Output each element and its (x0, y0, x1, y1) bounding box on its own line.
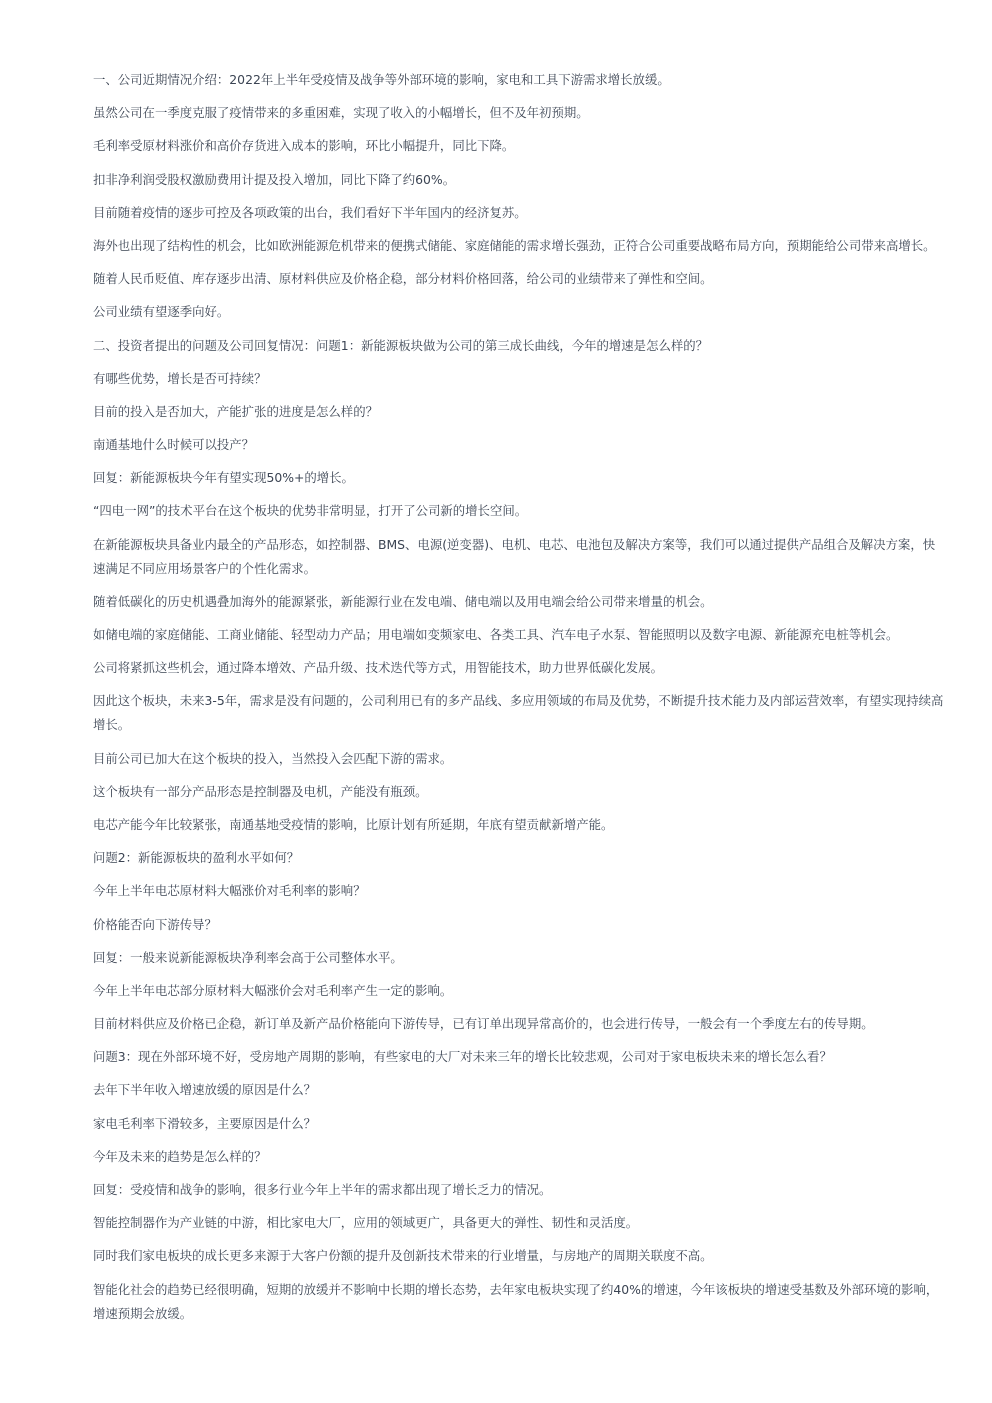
paragraph: 目前材料供应及价格已企稳，新订单及新产品价格能向下游传导，已有订单出现异常高价的，也会进行传导，一般会有一个季度左右的传导期。 (93, 1016, 874, 1032)
paragraph: 电芯产能今年比较紧张，南通基地受疫情的影响，比原计划有所延期，年底有望贡献新增产能。 (93, 816, 614, 832)
paragraph: 有哪些优势，增长是否可持续？ (93, 370, 267, 386)
paragraph: 扣非净利润受股权激励费用计提及投入增加，同比下降了约60%。 (93, 171, 456, 187)
paragraph-question: 问题2：新能源板块的盈利水平如何？ (93, 850, 300, 866)
paragraph: 公司业绩有望逐季向好。 (93, 304, 230, 320)
paragraph: 海外也出现了结构性的机会，比如欧洲能源危机带来的便携式储能、家庭储能的需求增长强劲，正符合公司重要战略布局方向，预期能给公司带来高增长。 (93, 237, 936, 253)
paragraph-qa-heading: 二、投资者提出的问题及公司回复情况：问题1：新能源板块做为公司的第三成长曲线，今年的增速是怎么样的？ (93, 337, 709, 353)
paragraph: 今年及未来的趋势是怎么样的？ (93, 1148, 267, 1164)
paragraph: 虽然公司在一季度克服了疫情带来的多重困难，实现了收入的小幅增长，但不及年初预期。 (93, 105, 589, 121)
paragraph: 随着低碳化的历史机遇叠加海外的能源紧张，新能源行业在发电端、储电端以及用电端会给公司带来增量的机会。 (93, 593, 713, 609)
paragraph: 因此这个板块，未来3-5年，需求是没有问题的，公司利用已有的多产品线、多应用领域的布局及优势，不断提升技术能力及内部运营效率，有望实现持续高增长。 (93, 693, 944, 733)
paragraph: 价格能否向下游传导？ (93, 916, 217, 932)
paragraph: 南通基地什么时候可以投产？ (93, 437, 255, 453)
paragraph-intro-heading: 一、公司近期情况介绍：2022年上半年受疫情及战争等外部环境的影响，家电和工具下游需求增长放缓。 (93, 72, 670, 87)
paragraph: 家电毛利率下滑较多，主要原因是什么？ (93, 1115, 317, 1131)
paragraph: 目前公司已加大在这个板块的投入，当然投入会匹配下游的需求。 (93, 750, 453, 766)
paragraph-reply: 回复：受疫情和战争的影响，很多行业今年上半年的需求都出现了增长乏力的情况。 (93, 1182, 552, 1197)
paragraph-reply: 回复：新能源板块今年有望实现50%+的增长。 (93, 470, 354, 486)
paragraph: 在新能源板块具备业内最全的产品形态，如控制器、BMS、电源(逆变器)、电机、电芯、电池包及解决方案等，我们可以通过提供产品组合及解决方案，快速满足不同应用场景客户的个性化需求。 (93, 536, 936, 576)
paragraph-question: 问题3：现在外部环境不好，受房地产周期的影响，有些家电的大厂对未来三年的增长比较悲观，公司对于家电板块未来的增长怎么看？ (93, 1049, 832, 1065)
paragraph-reply: 回复：一般来说新能源板块净利率会高于公司整体水平。 (93, 949, 403, 965)
paragraph: 目前随着疫情的逐步可控及各项政策的出台，我们看好下半年国内的经济复苏。 (93, 204, 527, 220)
paragraph: 目前的投入是否加大，产能扩张的进度是怎么样的？ (93, 403, 378, 419)
document-body (93, 68, 945, 1335)
paragraph: 毛利率受原材料涨价和高价存货进入成本的影响，环比小幅提升，同比下降。 (93, 138, 515, 154)
paragraph: 今年上半年电芯原材料大幅涨价对毛利率的影响？ (93, 883, 366, 899)
paragraph: “四电一网”的技术平台在这个板块的优势非常明显，打开了公司新的增长空间。 (93, 503, 528, 519)
paragraph: 智能化社会的趋势已经很明确，短期的放缓并不影响中长期的增长态势，去年家电板块实现了约40%的增速，今年该板块的增速受基数及外部环境的影响，增速预期会放缓。 (93, 1281, 939, 1321)
paragraph: 去年下半年收入增速放缓的原因是什么？ (93, 1082, 317, 1098)
paragraph: 今年上半年电芯部分原材料大幅涨价会对毛利率产生一定的影响。 (93, 982, 453, 998)
paragraph: 这个板块有一部分产品形态是控制器及电机，产能没有瓶颈。 (93, 783, 428, 799)
paragraph: 同时我们家电板块的成长更多来源于大客户份额的提升及创新技术带来的行业增量，与房地产的周期关联度不高。 (93, 1248, 713, 1264)
paragraph: 如储电端的家庭储能、工商业储能、轻型动力产品；用电端如变频家电、各类工具、汽车电子水泵、智能照明以及数字电源、新能源充电桩等机会。 (93, 627, 899, 642)
paragraph: 公司将紧抓这些机会，通过降本增效、产品升级、技术迭代等方式，用智能技术，助力世界低碳化发展。 (93, 660, 663, 676)
paragraph: 智能控制器作为产业链的中游，相比家电大厂，应用的领域更广，具备更大的弹性、韧性和灵活度。 (93, 1215, 639, 1231)
paragraph: 随着人民币贬值、库存逐步出清、原材料供应及价格企稳，部分材料价格回落，给公司的业绩带来了弹性和空间。 (93, 271, 713, 287)
